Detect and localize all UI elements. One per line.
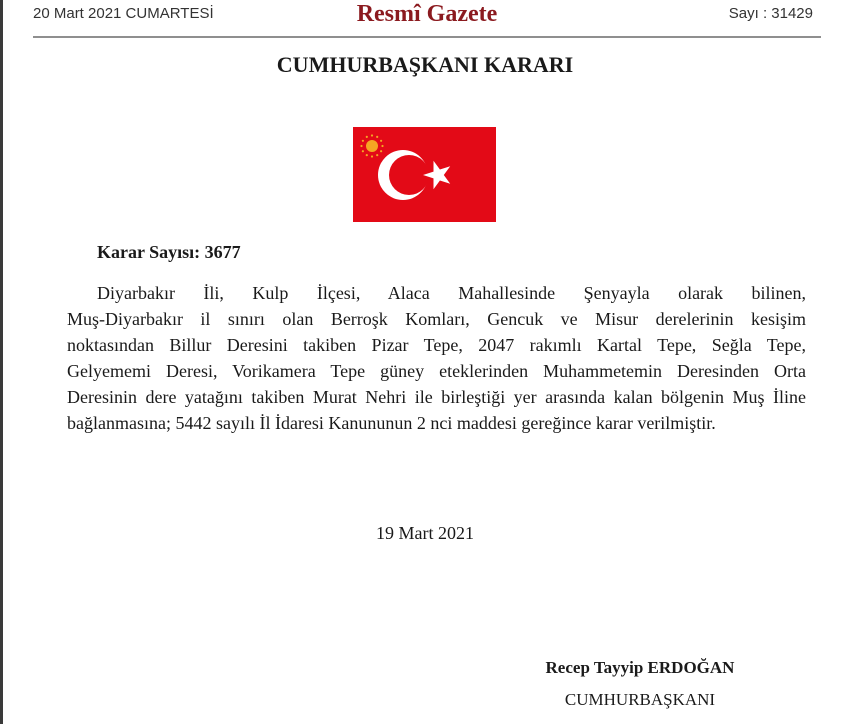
decision-number: Karar Sayısı: 3677: [97, 242, 241, 262]
body-line: noktasından Billur Deresini takiben Pizar Tepe, 2047 rakımlı Kartal Tepe, Seğla Tepe,: [67, 335, 806, 355]
signature-block: [520, 656, 760, 712]
header-date: 20 Mart 2021 CUMARTESİ: [33, 5, 214, 22]
header-divider: [33, 36, 821, 38]
presidential-flag-icon: [353, 127, 496, 222]
signatory-title: CUMHURBAŞKANI: [564, 690, 716, 709]
signatory-name: Recep Tayyip ERDOĞAN: [545, 658, 735, 677]
body-line: Gelyememi Deresi, Vorikamera Tepe güney eteklerinden Muhammetemin Deresinden Orta: [67, 361, 806, 381]
page-left-border: [0, 0, 3, 724]
gazette-header: [33, 0, 821, 38]
body-line: Diyarbakır İli, Kulp İlçesi, Alaca Mahallesinde Şenyayla olarak bilinen,: [97, 283, 806, 303]
body-line: Muş-Diyarbakır il sınırı olan Berroşk Komları, Gencuk ve Misur derelerinin kesişim: [67, 309, 806, 329]
body-line: bağlanmasına; 5442 sayılı İl İdaresi Kanununun 2 nci maddesi gereğince karar verilmiştir.: [67, 413, 716, 433]
issue-number: Sayı : 31429: [728, 5, 813, 22]
signing-date: 19 Mart 2021: [376, 523, 474, 543]
decision-body: [67, 280, 806, 436]
gazette-brand: Resmî Gazete: [356, 1, 498, 27]
body-line: Deresinin dere yatağını takiben Murat Nehri ile birleştiği yer arasında kalan bölgenin Muş İline: [67, 387, 806, 407]
document-title: CUMHURBAŞKANI KARARI: [276, 52, 574, 77]
